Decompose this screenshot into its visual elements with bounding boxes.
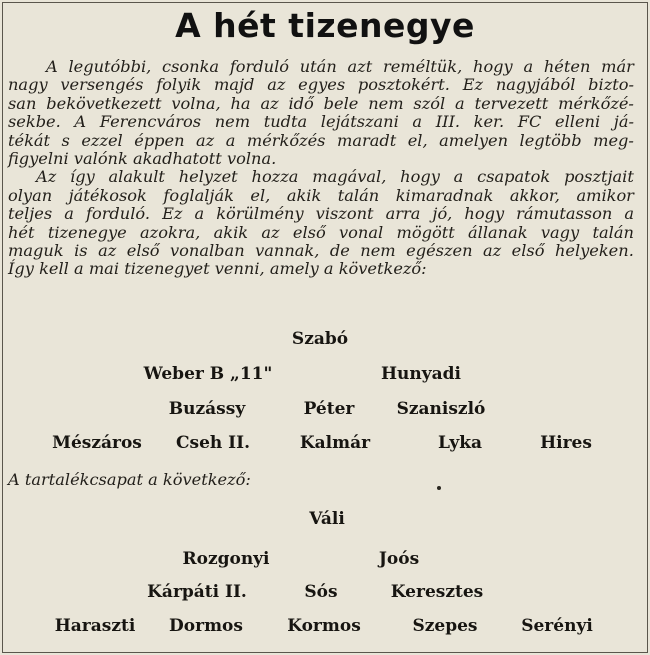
word: az: [98, 241, 117, 261]
reserve-heading: A tartalékcsapat a következő:: [8, 470, 251, 489]
word: bele: [323, 93, 359, 113]
word: a: [74, 259, 84, 279]
word: helyzet: [178, 167, 238, 187]
word: első: [511, 241, 545, 261]
article-body: [8, 58, 634, 279]
reserve-half-right: Keresztes: [390, 582, 484, 602]
word: szól: [413, 93, 446, 113]
word: az: [483, 241, 502, 261]
main-forward-2: Cseh II.: [175, 433, 251, 453]
word: mérkőzés: [246, 130, 326, 150]
word: talán: [592, 222, 634, 242]
word: tervezett: [474, 93, 549, 113]
word: is: [74, 241, 88, 261]
word: tizenegye: [47, 222, 127, 242]
body-line: [8, 76, 634, 94]
body-line: [8, 132, 634, 150]
ink-dot: [437, 486, 441, 490]
word: Ferencváros: [99, 112, 202, 132]
word: magával,: [312, 167, 387, 187]
body-line: [8, 260, 634, 278]
word: nagyjából: [495, 75, 576, 95]
word: figyelni: [8, 149, 69, 169]
word: versengés: [60, 75, 144, 95]
word: forduló: [229, 57, 289, 76]
word: mögött: [396, 222, 455, 242]
word: venni,: [214, 259, 265, 279]
word: kell: [39, 259, 69, 279]
word: nagy: [8, 75, 48, 95]
main-goalkeeper: Szabó: [291, 329, 349, 349]
word: s: [61, 130, 70, 150]
main-back-left: Weber B „11": [143, 364, 273, 384]
word: játékosok: [68, 185, 147, 205]
word: tudta: [263, 112, 308, 132]
word: az: [261, 222, 280, 242]
word: san: [8, 93, 37, 113]
word: foglalják: [163, 185, 234, 205]
word: csonka: [162, 57, 220, 76]
word: A: [74, 112, 87, 132]
word: a: [225, 130, 236, 150]
word: akkor,: [509, 185, 560, 205]
word: hét: [8, 222, 35, 242]
word: a: [624, 204, 634, 224]
body-line: [8, 224, 634, 242]
word: elleni: [555, 112, 601, 132]
word: folyik: [156, 75, 202, 95]
word: III.: [435, 112, 461, 132]
reserve-goalkeeper: Váli: [309, 509, 345, 529]
word: rámutasson: [516, 204, 613, 224]
word: olyan: [8, 185, 53, 205]
word: a: [412, 112, 423, 132]
word: maradt: [336, 130, 397, 150]
word: amelyen: [439, 130, 509, 150]
word: állanak: [468, 222, 528, 242]
body-line: [8, 113, 634, 131]
word: egyes: [298, 75, 346, 95]
word: akadhatott: [132, 149, 222, 169]
word: tékát: [8, 130, 51, 150]
word: héten: [543, 57, 591, 76]
word: já-: [613, 112, 634, 132]
word: azokra,: [140, 222, 201, 242]
word: vagy: [540, 222, 580, 242]
body-line: [8, 58, 634, 76]
reserve-forward-3: Kormos: [287, 616, 361, 636]
reserve-forward-2: Dormos: [169, 616, 243, 636]
word: a: [453, 167, 464, 187]
reserve-back-left: Rozgonyi: [182, 549, 270, 569]
word: azt: [347, 57, 373, 76]
word: volna.: [226, 149, 277, 169]
word: nem: [214, 112, 251, 132]
word: a: [455, 93, 465, 113]
word: talán: [337, 185, 380, 205]
word: ha: [230, 93, 251, 113]
word: de: [329, 241, 350, 261]
word: alakult: [108, 167, 165, 187]
word: mai: [88, 259, 120, 279]
main-forward-5: Hires: [540, 433, 592, 453]
word: körülmény: [216, 204, 304, 224]
word: sekbe.: [8, 112, 61, 132]
word: bekövetkezett: [46, 93, 162, 113]
word: vannak,: [255, 241, 320, 261]
main-forward-3: Kalmár: [299, 433, 371, 453]
reserve-forward-5: Serényi: [521, 616, 593, 636]
word: után: [299, 57, 337, 76]
word: hogy: [464, 204, 505, 224]
word: hogy: [400, 167, 440, 187]
body-line: [8, 187, 634, 205]
reserve-forward-4: Szepes: [412, 616, 478, 636]
word: bizto-: [588, 75, 634, 95]
word: idő: [288, 93, 314, 113]
word: az: [260, 93, 279, 113]
word: így: [70, 167, 95, 187]
word: posztjait: [564, 167, 634, 187]
word: amely: [269, 259, 319, 279]
word: vonal: [339, 222, 384, 242]
body-line: [8, 150, 634, 168]
word: tizenegyet: [124, 259, 210, 279]
body-line: [8, 168, 634, 186]
word: Ez: [462, 75, 484, 95]
word: ker.: [473, 112, 505, 132]
word: valónk: [73, 149, 128, 169]
reserve-half-left: Kárpáti II.: [147, 582, 247, 602]
word: hogy: [473, 57, 513, 76]
word: Így: [8, 259, 34, 279]
word: vonalban: [170, 241, 245, 261]
word: nem: [360, 241, 396, 261]
word: A: [46, 57, 58, 76]
word: első: [126, 241, 160, 261]
main-half-center: Péter: [303, 399, 355, 419]
reserve-half-center: Sós: [304, 582, 338, 602]
word: viszont: [315, 204, 374, 224]
word: majd: [214, 75, 255, 95]
main-forward-4: Lyka: [437, 433, 483, 453]
main-half-right: Szaniszló: [396, 399, 486, 419]
word: mérkőzé-: [558, 93, 634, 113]
article-title: A hét tizenegye: [175, 6, 475, 45]
word: csapatok: [477, 167, 551, 187]
word: a: [323, 259, 334, 279]
word: jó,: [432, 204, 453, 224]
word: az: [267, 75, 286, 95]
word: teljes: [8, 204, 53, 224]
word: akik: [213, 222, 249, 242]
word: legtöbb: [519, 130, 582, 150]
word: posztokért.: [357, 75, 450, 95]
word: az: [196, 130, 215, 150]
body-line: [8, 242, 634, 260]
word: Az: [36, 167, 57, 187]
main-back-right: Hunyadi: [380, 364, 462, 384]
reserve-back-right: Joós: [378, 549, 420, 569]
word: már: [601, 57, 634, 76]
word: következő:: [338, 259, 427, 279]
word: nem: [368, 93, 404, 113]
body-line: [8, 95, 634, 113]
word: a: [194, 204, 205, 224]
word: helyeken.: [554, 241, 634, 261]
word: el,: [407, 130, 428, 150]
word: legutóbbi,: [68, 57, 152, 76]
word: reméltük,: [382, 57, 463, 76]
body-line: [8, 205, 634, 223]
reserve-forward-1: Haraszti: [54, 616, 136, 636]
word: FC: [517, 112, 542, 132]
main-half-left: Buzássy: [168, 399, 246, 419]
word: akik: [286, 185, 322, 205]
word: egészen: [406, 241, 473, 261]
word: Ez: [162, 204, 183, 224]
word: forduló.: [85, 204, 150, 224]
word: első: [292, 222, 326, 242]
word: maguk: [8, 241, 64, 261]
word: lejátszani: [320, 112, 399, 132]
word: el,: [250, 185, 271, 205]
word: arra: [385, 204, 421, 224]
word: éppen: [134, 130, 185, 150]
word: hozza: [251, 167, 299, 187]
word: amikor: [576, 185, 634, 205]
word: ezzel: [81, 130, 123, 150]
main-forward-1: Mészáros: [52, 433, 142, 453]
word: a: [64, 204, 74, 224]
word: kimaradnak: [395, 185, 494, 205]
word: meg-: [593, 130, 634, 150]
word: volna,: [171, 93, 221, 113]
word: a: [523, 57, 534, 76]
